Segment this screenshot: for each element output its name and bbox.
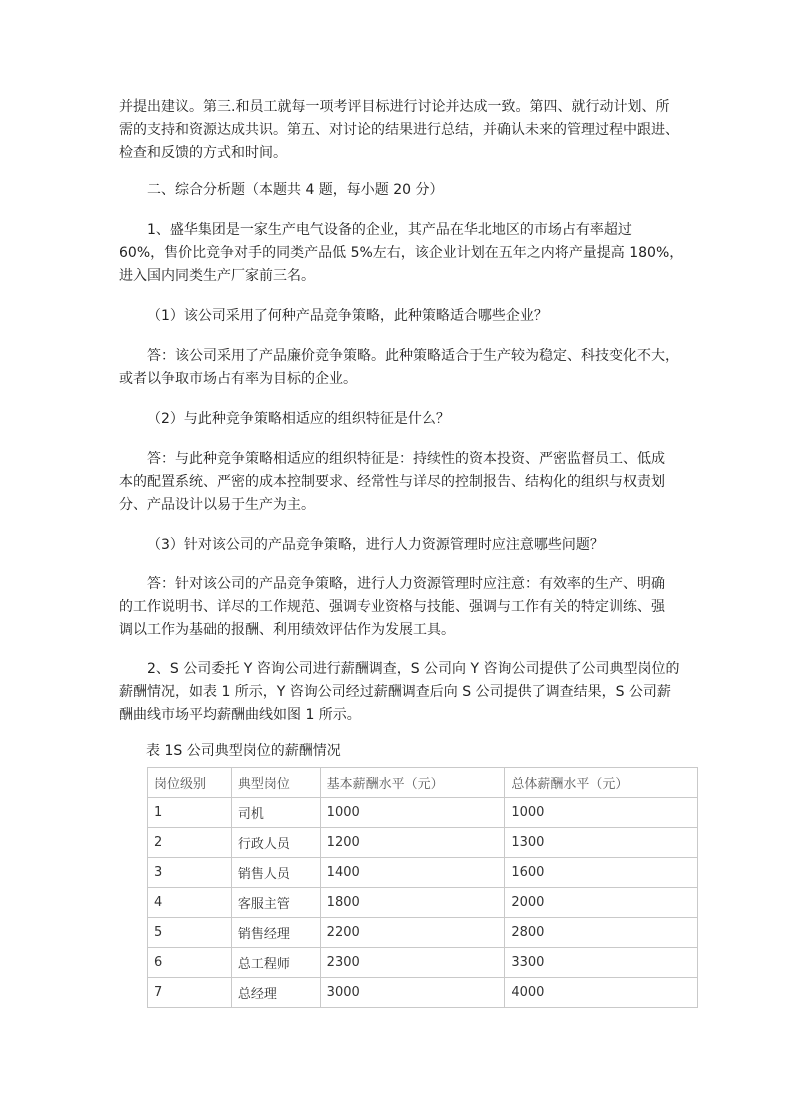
table-cell: 1000 xyxy=(505,798,698,828)
text-line: （1）该公司采用了何种产品竞争策略，此种策略适合哪些企业？ xyxy=(147,308,548,324)
table-cell: 1800 xyxy=(320,888,505,918)
text-line: 本的配置系统、严密的成本控制要求、经常性与详尽的控制报告、结构化的组织与权责划 xyxy=(119,474,665,490)
table-cell: 2800 xyxy=(505,918,698,948)
section-heading xyxy=(147,179,707,202)
table-cell: 6 xyxy=(148,948,232,978)
table-cell: 3 xyxy=(148,858,232,888)
text-line: 薪酬情况，如表 1 所示，Y 咨询公司经过薪酬调查后向 S 公司提供了调查结果，S 公司薪 xyxy=(119,684,671,700)
table-cell: 行政人员 xyxy=(231,828,320,858)
table-cell: 2200 xyxy=(320,918,505,948)
table-cell: 3300 xyxy=(505,948,698,978)
header-cell: 典型岗位 xyxy=(231,768,320,798)
answer-1-2 xyxy=(119,448,679,517)
text-line: 或者以争取市场占有率为目标的企业。 xyxy=(119,371,357,387)
paragraph-performance-review xyxy=(119,96,679,165)
text-line: 答：针对该公司的产品竞争策略，进行人力资源管理时应注意：有效率的生产、明确 xyxy=(147,576,665,592)
question-1-intro xyxy=(119,219,684,288)
question-1-3 xyxy=(147,534,707,557)
question-2-intro xyxy=(119,658,679,727)
table-cell: 1000 xyxy=(320,798,505,828)
table-row xyxy=(148,948,698,978)
table-row xyxy=(148,918,698,948)
table-cell: 3000 xyxy=(320,978,505,1008)
table-cell: 5 xyxy=(148,918,232,948)
table-cell: 1600 xyxy=(505,858,698,888)
table-cell: 1300 xyxy=(505,828,698,858)
table-row xyxy=(148,888,698,918)
table-cell: 1 xyxy=(148,798,232,828)
header-cell: 总体薪酬水平（元） xyxy=(505,768,698,798)
text-line: 分、产品设计以易于生产为主。 xyxy=(119,497,315,513)
table-cell: 销售人员 xyxy=(231,858,320,888)
table-cell: 4000 xyxy=(505,978,698,1008)
text-line: 的工作说明书、详尽的工作规范、强调专业资格与技能、强调与工作有关的特定训练、强 xyxy=(119,599,665,615)
table-cell: 销售经理 xyxy=(231,918,320,948)
question-1-2 xyxy=(147,408,707,431)
table-cell: 1400 xyxy=(320,858,505,888)
table-cell: 2 xyxy=(148,828,232,858)
table-row xyxy=(148,828,698,858)
table-cell: 7 xyxy=(148,978,232,1008)
table-cell: 客服主管 xyxy=(231,888,320,918)
text-line: 二、综合分析题（本题共 4 题，每小题 20 分） xyxy=(147,182,444,198)
answer-1-3 xyxy=(119,573,679,642)
text-line: 60%，售价比竞争对手的同类产品低 5%左右，该企业计划在五年之内将产量提高 180%， xyxy=(119,245,684,261)
text-line: 1、盛华集团是一家生产电气设备的企业，其产品在华北地区的市场占有率超过 xyxy=(147,222,632,238)
header-cell: 基本薪酬水平（元） xyxy=(320,768,505,798)
text-line: 酬曲线市场平均薪酬曲线如图 1 所示。 xyxy=(119,707,361,723)
text-line: 答：该公司采用了产品廉价竞争策略。此种策略适合于生产较为稳定、科技变化不大， xyxy=(147,348,679,364)
text-line: 进入国内同类生产厂家前三名。 xyxy=(119,268,315,284)
table-cell: 1200 xyxy=(320,828,505,858)
text-line: （2）与此种竞争策略相适应的组织特征是什么？ xyxy=(147,411,450,427)
answer-1-1 xyxy=(119,345,679,391)
table-cell: 4 xyxy=(148,888,232,918)
text-line: （3）针对该公司的产品竞争策略，进行人力资源管理时应注意哪些问题？ xyxy=(147,537,604,553)
text-line: 调以工作为基础的报酬、利用绩效评估作为发展工具。 xyxy=(119,622,455,638)
table-row xyxy=(148,858,698,888)
table-cell: 2000 xyxy=(505,888,698,918)
text-line: 2、S 公司委托 Y 咨询公司进行薪酬调查，S 公司向 Y 咨询公司提供了公司典型岗位的 xyxy=(147,661,680,677)
table-cell: 2300 xyxy=(320,948,505,978)
table-cell: 总经理 xyxy=(231,978,320,1008)
text-line: 需的支持和资源达成共识。第五、对讨论的结果进行总结，并确认未来的管理过程中跟进、 xyxy=(119,122,679,138)
table-header-row xyxy=(148,768,698,798)
table-cell: 总工程师 xyxy=(231,948,320,978)
text-line: 并提出建议。第三.和员工就每一项考评目标进行讨论并达成一致。第四、就行动计划、所 xyxy=(119,99,670,115)
table-row xyxy=(148,798,698,828)
text-line: 检查和反馈的方式和时间。 xyxy=(119,145,287,161)
table-cell: 司机 xyxy=(231,798,320,828)
question-1-1 xyxy=(147,305,707,328)
table-caption: 表 1S 公司典型岗位的薪酬情况 xyxy=(146,743,341,759)
table-row xyxy=(148,978,698,1008)
text-line: 答：与此种竞争策略相适应的组织特征是：持续性的资本投资、严密监督员工、低成 xyxy=(147,451,665,467)
salary-table xyxy=(147,767,698,1008)
header-cell: 岗位级别 xyxy=(148,768,232,798)
